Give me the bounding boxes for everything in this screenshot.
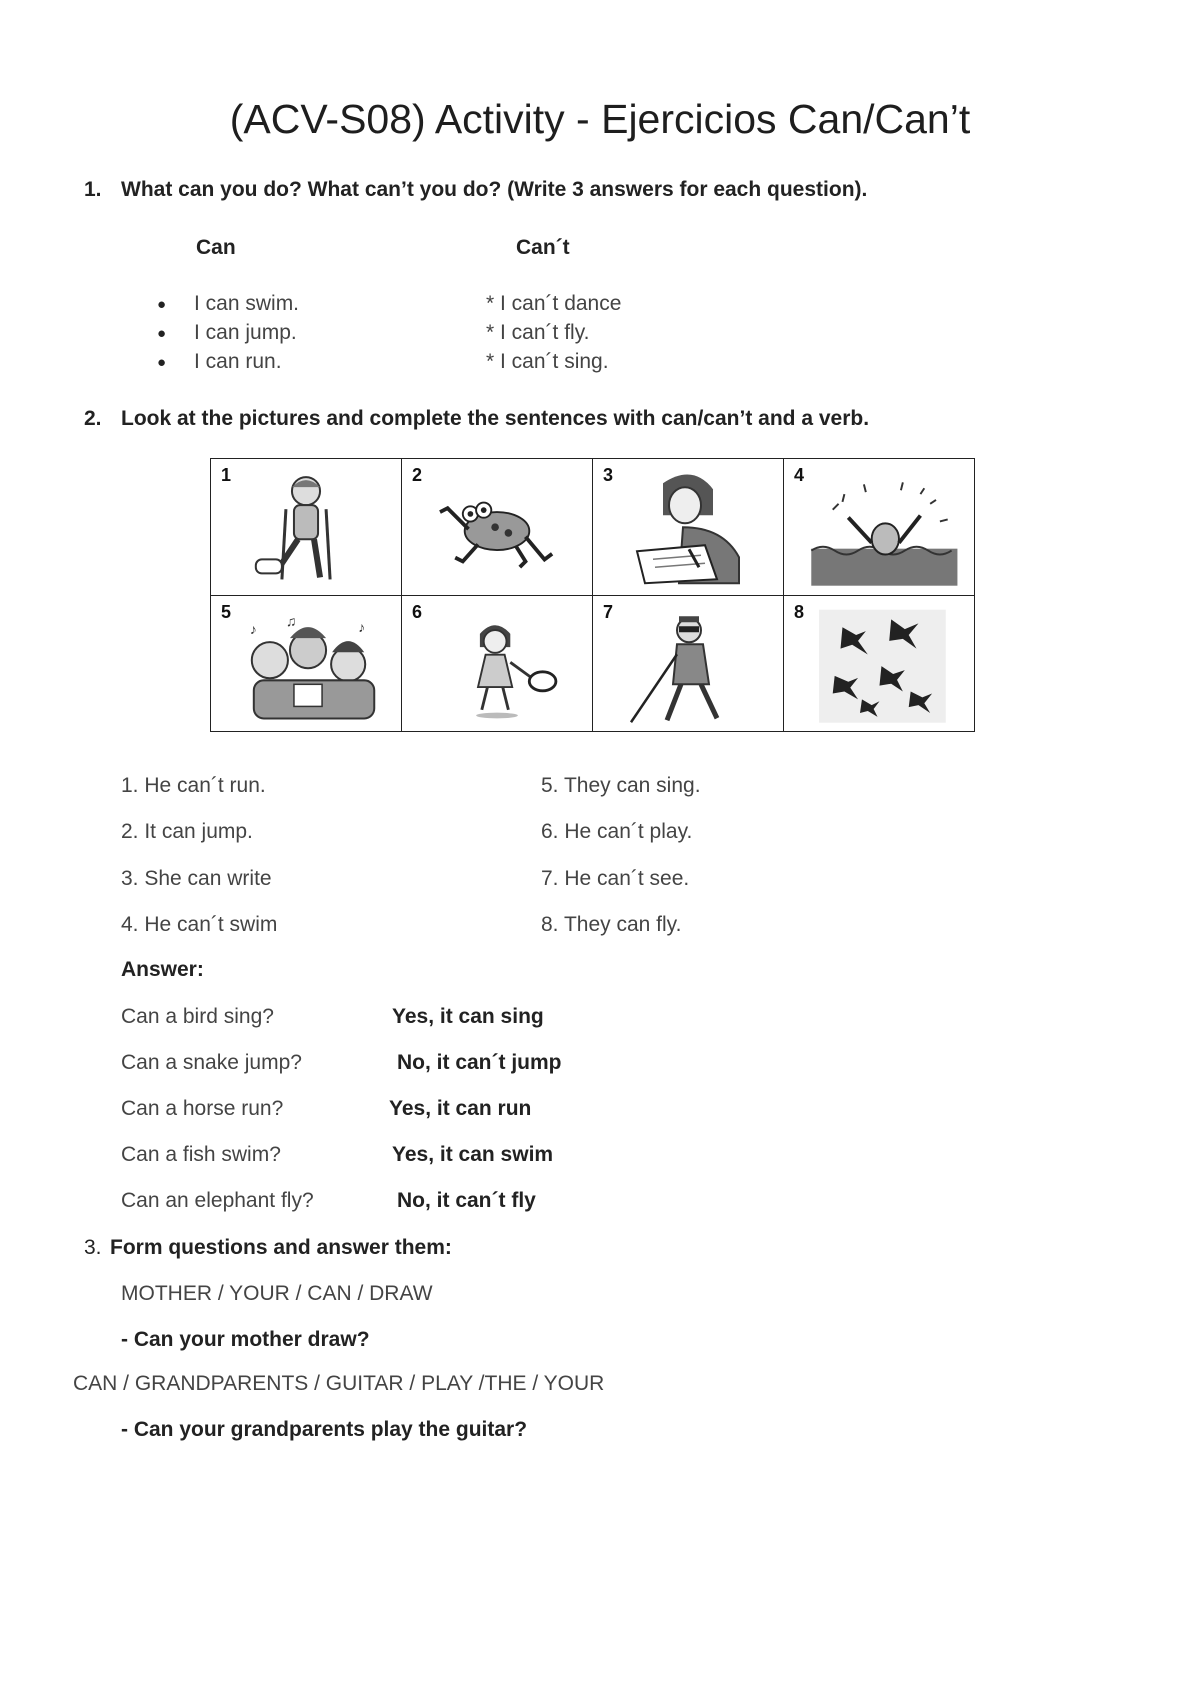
section2-number: 2.	[84, 407, 102, 430]
svg-text:♪: ♪	[249, 620, 257, 637]
section2-question: Look at the pictures and complete the sentences with can/can’t and a verb.	[121, 407, 870, 430]
sentence-left: 3. She can write	[121, 867, 272, 890]
section1-number: 1.	[84, 178, 102, 201]
picture-cell	[402, 595, 593, 732]
boy-with-crutches-picture	[211, 459, 401, 595]
qa-answer: No, it can´t fly	[397, 1189, 536, 1212]
sentence-left: 4. He can´t swim	[121, 913, 278, 936]
can-item: I can swim.	[194, 292, 300, 315]
picture-cell	[211, 595, 402, 732]
girl-writing-picture	[593, 459, 783, 595]
answer-label: Answer:	[121, 958, 204, 981]
picture-number: 5	[221, 601, 232, 622]
formed-question: - Can your grandparents play the guitar?	[121, 1418, 528, 1441]
birds-flying-picture	[784, 596, 974, 732]
word-prompt: CAN / GRANDPARENTS / GUITAR / PLAY /THE / YOUR	[73, 1372, 605, 1395]
picture-number: 1	[221, 465, 232, 485]
qa-question: Can a snake jump?	[121, 1051, 302, 1074]
picture-number: 4	[794, 465, 805, 485]
picture-cell	[784, 459, 975, 596]
can-header: Can	[196, 236, 236, 259]
qa-question: Can a horse run?	[121, 1097, 284, 1120]
qa-question: Can a bird sing?	[121, 1005, 274, 1028]
cant-header: Can´t	[516, 236, 570, 259]
cant-item: * I can´t dance	[486, 292, 622, 315]
svg-text:♪: ♪	[358, 618, 366, 635]
formed-question: - Can your mother draw?	[121, 1328, 370, 1351]
qa-answer: Yes, it can sing	[392, 1005, 544, 1028]
picture-number: 7	[603, 601, 614, 622]
blind-man-picture	[593, 596, 783, 732]
sentence-right: 8. They can fly.	[541, 913, 682, 936]
qa-answer: No, it can´t jump	[397, 1051, 562, 1074]
can-item: I can jump.	[194, 321, 297, 344]
cant-item: * I can´t sing.	[486, 350, 609, 373]
bullet-icon: ●	[157, 325, 167, 342]
picture-number: 3	[603, 465, 614, 485]
qa-answer: Yes, it can run	[389, 1097, 532, 1120]
bullet-icon: ●	[157, 296, 167, 313]
picture-cell	[211, 459, 402, 596]
qa-question: Can a fish swim?	[121, 1143, 281, 1166]
picture-number: 6	[412, 601, 423, 622]
picture-grid	[210, 458, 975, 732]
picture-number: 2	[412, 465, 423, 485]
section3-number: 3.	[84, 1236, 102, 1259]
sentence-right: 5. They can sing.	[541, 774, 701, 797]
person-drowning-picture	[784, 459, 974, 595]
picture-number: 8	[794, 601, 805, 622]
cant-item: * I can´t fly.	[486, 321, 590, 344]
picture-cell	[402, 459, 593, 596]
picture-cell	[593, 595, 784, 732]
frog-picture	[402, 459, 592, 595]
picture-cell	[593, 459, 784, 596]
sentence-right: 6. He can´t play.	[541, 820, 693, 843]
qa-answer: Yes, it can swim	[392, 1143, 554, 1166]
girl-tennis-picture	[402, 596, 592, 732]
can-item: I can run.	[194, 350, 282, 373]
qa-question: Can an elephant fly?	[121, 1189, 314, 1212]
bullet-icon: ●	[157, 354, 167, 371]
sentence-left: 2. It can jump.	[121, 820, 253, 843]
children-singing-picture	[211, 596, 401, 732]
word-prompt: MOTHER / YOUR / CAN / DRAW	[121, 1282, 433, 1305]
section1-question: What can you do? What can’t you do? (Write 3 answers for each question).	[121, 178, 868, 201]
sentence-right: 7. He can´t see.	[541, 867, 690, 890]
section3-question: Form questions and answer them:	[110, 1236, 452, 1259]
picture-cell	[784, 595, 975, 732]
page-title: (ACV-S08) Activity - Ejercicios Can/Can’t	[229, 96, 971, 142]
svg-text:♫: ♫	[285, 612, 297, 629]
sentence-left: 1. He can´t run.	[121, 774, 266, 797]
